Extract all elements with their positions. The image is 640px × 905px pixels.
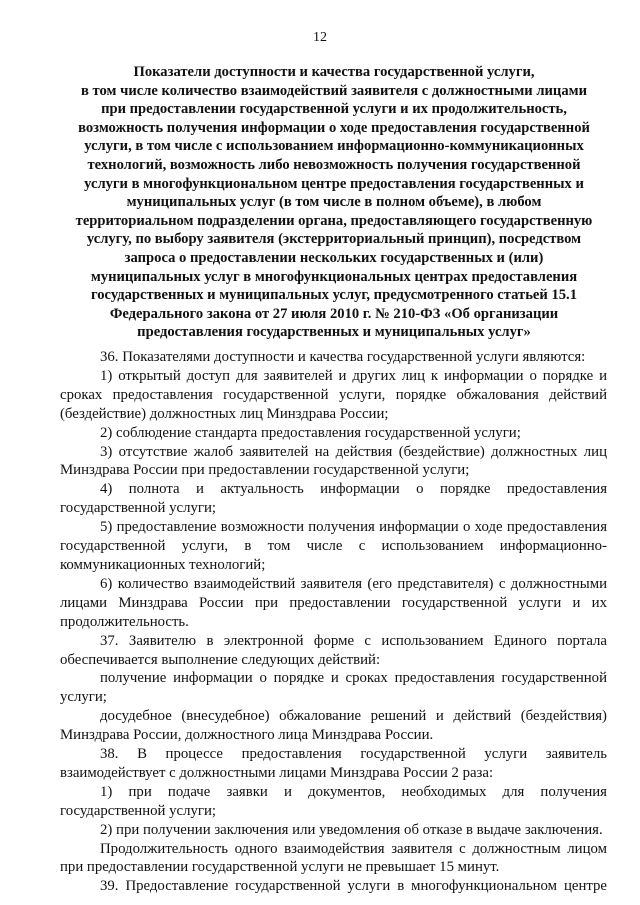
list-item: 1) при подаче заявки и документов, необходимых для получения государственной услуги; [60,783,607,819]
paragraph-38: 38. В процессе предоставления государственной услуги заявитель взаимодействует с должностными лицами Минздрава России 2 раза: [60,746,607,781]
paragraph-37: 37. Заявителю в электронной форме с использованием Единого портала обеспечивается выполнение следующих действий: [60,632,607,668]
heading-line: Федерального закона от 27 июля 2010 г. № 210-ФЗ «Об организации [109,305,559,322]
list-item: 1) открытый доступ для заявителей и других лиц к информации о порядке и сроках предоставления государственной услуги, порядке обжалования действий (бездействие) должностных лиц Минздрава России; [60,367,607,422]
list-item: 2) соблюдение стандарта предоставления государственной услуги; [100,424,521,441]
heading-line: муниципальных услуг в многофункциональных центрах предоставления [90,268,578,285]
heading-line: возможность получения информации о ходе предоставления государственной [78,119,590,136]
heading-line: услуги в многофункциональном центре предоставления государственных и [84,175,584,192]
list-item: 2) при получении заключения или уведомления об отказе в выдаче заключения. [100,821,603,838]
list-item: 4) полнота и актуальность информации о порядке предоставления государственной услуги; [60,481,607,517]
heading-line: услугу, по выбору заявителя (экстерриториальный принцип), посредством [86,231,582,248]
heading-line: запроса о предоставлении нескольких государственных и (или) [124,249,544,266]
heading-line: в том числе количество взаимодействий заявителя с должностными лицами [81,82,587,99]
paragraph-36: 36. Показателями доступности и качества государственной услуги являются: [100,349,586,365]
heading-line: территориальном подразделении органа, предоставляющего государственную [75,212,593,229]
heading-line: муниципальных услуг (в том числе в полном объеме), в любом [126,194,542,211]
body-text [60,348,607,896]
paragraph: Продолжительность одного взаимодействия заявителя с должностным лицом при предоставлении государственной услуги не превышает 15 минут. [60,840,607,876]
paragraph-39: 39. Предоставление государственной услуги в многофункциональном центре [100,878,607,895]
heading-line: Показатели доступности и качества государственной услуги, [133,64,535,80]
list-item: получение информации о порядке и сроках предоставления государственной услуги; [60,670,607,706]
list-item: 3) отсутствие жалоб заявителей на действия (бездействие) должностных лиц Минздрава России при предоставлении государственной услуги; [60,443,607,479]
list-item: досудебное (внесудебное) обжалование решений и действий (бездействия) Минздрава России, должностного лица Минздрава России. [60,708,607,744]
list-item: 5) предоставление возможности получения информации о ходе предоставления государственной услуги, в том числе с использованием информационно-коммуникационных технологий; [60,519,607,573]
heading-line: предоставления государственных и муниципальных услуг» [137,324,531,341]
heading-line: технологий, возможность либо невозможность получения государственной [87,156,581,173]
heading-line: услуги, в том числе с использованием информационно-коммуникационных [84,138,584,155]
page-number: 12 [313,30,327,45]
heading-line: государственных и муниципальных услуг, предусмотренного статьей 15.1 [90,287,578,304]
list-item: 6) количество взаимодействий заявителя (его представителя) с должностными лицами Минздрава России при предоставлении государственной услуги и их продолжительность. [60,575,607,630]
section-heading [60,63,608,342]
heading-line: при предоставлении государственной услуги и их продолжительность, [101,101,567,118]
